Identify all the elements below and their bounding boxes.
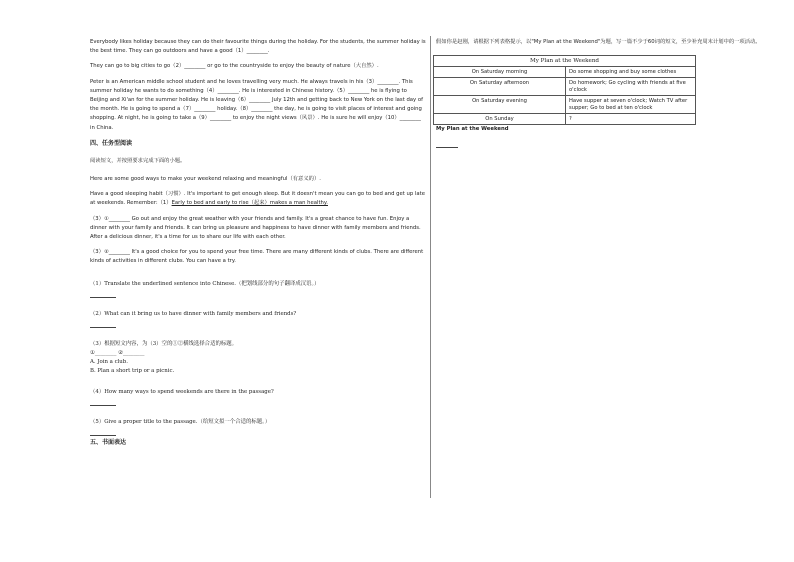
question-2: （2）What can it bring us to have dinner with family members and friends? xyxy=(90,310,297,317)
table-row xyxy=(434,96,696,114)
question-1: （1）Translate the underlined sentence into Chinese.（把划线部分的句子翻译成汉语。） xyxy=(90,280,320,287)
question-4: （4）How many ways to spend weekends are there in the passage? xyxy=(90,388,274,395)
plan-table xyxy=(433,55,696,125)
answer-line-2[interactable] xyxy=(90,321,116,328)
cloze-paragraph-3: Peter is an American middle school student and he loves travelling very much. He always travels in his（3）________. This summer holiday he wants to do something（4）________. He is interested in Chinese history.（5）________ he is flying to Beijing and Xi'an for the summer holiday. He is leaving（6）________ July 12th and getting back to New York on the last day of the month. He is going to spend a（7）________ holiday.（8）________ the day, he is going to visit places of interest and going shopping. At night, he is going to take a（9）________ to enjoy the night views（风景）. He is sure he will enjoy（10）________ in China. xyxy=(90,78,423,131)
essay-title: My Plan at the Weekend xyxy=(436,126,509,133)
question-3: （3）根据短文内容，为（3）空的①②横线选择合适的标题。 xyxy=(90,340,238,347)
table-row xyxy=(434,67,696,78)
answer-line-4[interactable] xyxy=(90,399,116,406)
row-time: On Saturday afternoon xyxy=(434,78,566,96)
row-activity: ? xyxy=(566,114,696,125)
cloze-paragraph-2: They can go to big cities to go（2）________ or go to the countryside to enjoy the beauty of nature（大自然）. xyxy=(90,63,379,70)
passage-intro: Here are some good ways to make your weekend relaxing and meaningful（有意义的）. xyxy=(90,176,321,183)
option-a: A. Join a club. xyxy=(90,358,128,365)
option-b: B. Plan a short trip or a picnic. xyxy=(90,367,175,374)
passage-way-2: （3）①________ Go out and enjoy the great weather with your friends and family. It's a great chance to have fun. Enjoy a dinner with your family and friends. It can bring us pleasure and happiness to have dinner with family members and friends. After a delicious dinner, it's a time for us to share our life with each other. xyxy=(90,215,421,241)
question-5: （5）Give a proper title to the passage.（给短文拟一个合适的标题。） xyxy=(90,418,271,425)
right-column xyxy=(436,38,770,150)
passage-way-3: （3）②________ It's a good choice for you to spend your free time. There are many different kinds of clubs. There are different kinds of activities in different clubs. You can have a try. xyxy=(90,249,424,265)
reading-instruction: 阅读短文，并按照要求完成下面的小题。 xyxy=(90,157,186,164)
answer-line-5[interactable] xyxy=(90,429,116,436)
table-row xyxy=(434,78,696,96)
table-row xyxy=(434,114,696,125)
table-header-row xyxy=(434,56,696,67)
left-column xyxy=(90,38,426,447)
underlined-sentence: Early to bed and early to rise（起来）makes a man healthy. xyxy=(171,200,328,207)
row-activity: Do some shopping and buy some clothes xyxy=(566,67,696,78)
column-divider xyxy=(430,36,431,498)
row-time: On Saturday evening xyxy=(434,96,566,114)
cloze-paragraph-1: Everybody likes holiday because they can do their favourite things during the holiday. For the students, the summer holiday is the best time. They can go outdoors and have a good（1）________. xyxy=(90,39,426,55)
section-4-title: 四、任务型阅读 xyxy=(90,139,133,147)
section-5-title: 五、书面表达 xyxy=(90,438,127,446)
table-title: My Plan at the Weekend xyxy=(434,56,696,67)
essay-answer-line[interactable] xyxy=(436,141,458,148)
question-3-blanks[interactable]: ①________ ②________ xyxy=(90,349,145,356)
writing-prompt: 假如你是赵刚，请根据下列表格提示，以"My Plan at the Weekend"为题，写一篇不少于60词的短文，至少补充周末计划中的一项活动。 xyxy=(436,39,761,45)
row-time: On Sunday xyxy=(434,114,566,125)
row-time: On Saturday morning xyxy=(434,67,566,78)
passage-way-1 xyxy=(90,190,426,208)
passage-way-1-text: Have a good sleeping habit（习惯）. It's important to get enough sleep. But it doesn't mean you can go to bed and get up late at weekends. Remember:（1） xyxy=(90,191,425,207)
row-activity: Do homework; Go cycling with friends at five o'clock xyxy=(566,78,696,96)
row-activity: Have supper at seven o'clock; Watch TV after supper; Go to bed at ten o'clock xyxy=(566,96,696,114)
answer-line-1[interactable] xyxy=(90,291,116,298)
